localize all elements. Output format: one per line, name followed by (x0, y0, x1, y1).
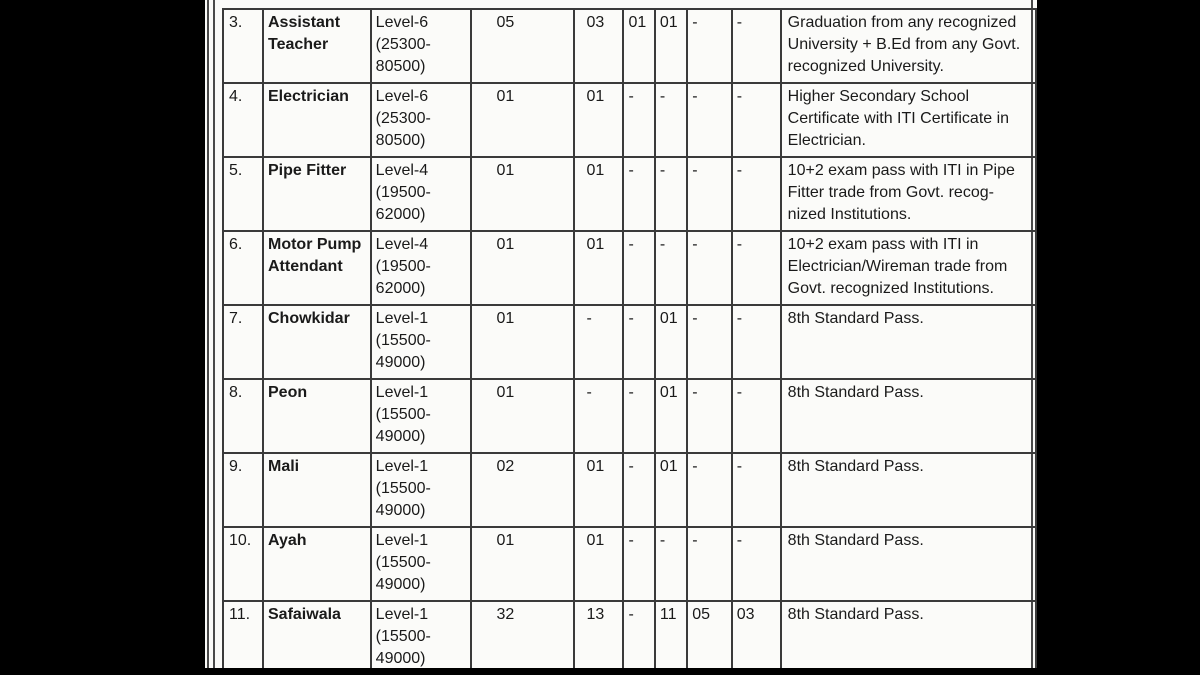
cell-c9: - (736, 14, 743, 31)
post-name (263, 527, 371, 601)
post-name (263, 601, 371, 668)
cell-post: Motor Pump Attendant (268, 236, 362, 275)
cell-total: 01 (496, 88, 515, 105)
cell-c6: - (628, 310, 634, 327)
cell-c8: - (692, 458, 698, 475)
table-row (223, 527, 1036, 601)
cell-c6: - (628, 88, 634, 105)
category-sc (623, 601, 654, 668)
cell-pay: (15500- (375, 628, 431, 645)
category-ews (732, 9, 781, 83)
cell-pay2: 80500) (375, 132, 426, 149)
category-st (655, 83, 687, 157)
page-inner-border (213, 0, 215, 668)
cell-pay: (15500- (375, 332, 431, 349)
cell-c6: - (628, 532, 634, 549)
cell-c7: - (659, 532, 666, 549)
category-obc (687, 527, 732, 601)
qualification (781, 157, 1036, 231)
table-row (223, 379, 1036, 453)
cell-level: Level-1 (375, 384, 429, 401)
qualification (781, 601, 1036, 668)
page-outer-border (207, 0, 209, 668)
category-st (655, 9, 687, 83)
category-st (655, 601, 687, 668)
pay-level (371, 601, 472, 668)
category-obc (687, 9, 732, 83)
cell-pay: (25300- (375, 110, 431, 127)
cell-c8: - (692, 532, 698, 549)
pay-level (371, 83, 472, 157)
cell-c8: - (692, 14, 698, 31)
total-vacancies (471, 527, 573, 601)
category-ur (574, 379, 624, 453)
cell-c6: - (628, 606, 634, 623)
cell-c9: 03 (736, 606, 755, 623)
category-ur (574, 9, 624, 83)
post-name (263, 379, 371, 453)
serial-number (223, 9, 263, 83)
category-ews (732, 305, 781, 379)
cell-c8: - (692, 88, 698, 105)
cell-sno: 7. (229, 310, 243, 327)
cell-total: 01 (496, 310, 515, 327)
scanned-page (205, 0, 1037, 668)
cell-c7: - (659, 162, 666, 179)
cell-c6: - (628, 384, 634, 401)
cell-c5: 01 (586, 532, 605, 549)
cell-level: Level-4 (375, 236, 429, 253)
cell-qualification: 8th Standard Pass. (787, 310, 924, 327)
cell-c5: 13 (586, 606, 605, 623)
cell-total: 01 (496, 384, 515, 401)
category-sc (623, 527, 654, 601)
cell-c7: 11 (659, 606, 677, 623)
cell-c7: - (659, 236, 666, 253)
table-row (223, 83, 1036, 157)
cell-sno: 11. (229, 606, 251, 623)
cell-level: Level-6 (375, 14, 429, 31)
qualification (781, 453, 1036, 527)
cell-pay2: 49000) (375, 354, 426, 371)
category-ews (732, 453, 781, 527)
cell-qualification: 8th Standard Pass. (787, 606, 924, 623)
cell-pay: (19500- (375, 258, 431, 275)
cell-c9: - (736, 162, 743, 179)
cell-total: 05 (496, 14, 515, 31)
category-ews (732, 601, 781, 668)
serial-number (223, 157, 263, 231)
category-obc (687, 83, 732, 157)
serial-number (223, 379, 263, 453)
total-vacancies (471, 83, 573, 157)
pay-level (371, 453, 472, 527)
cell-pay: (15500- (375, 480, 431, 497)
cell-pay2: 49000) (375, 576, 426, 593)
category-ews (732, 379, 781, 453)
total-vacancies (471, 9, 573, 83)
cell-qualification: 10+2 exam pass with ITI in Pipe Fitter trade from Govt. recog-nized Institutions. (787, 162, 1015, 223)
cell-post: Chowkidar (268, 310, 350, 327)
cell-sno: 5. (229, 162, 243, 179)
post-name (263, 231, 371, 305)
post-name (263, 453, 371, 527)
category-ews (732, 527, 781, 601)
category-sc (623, 157, 654, 231)
cell-c9: - (736, 458, 743, 475)
category-sc (623, 379, 654, 453)
cell-c8: - (692, 162, 698, 179)
cell-post: Safaiwala (268, 606, 341, 623)
table-row (223, 9, 1036, 83)
category-obc (687, 453, 732, 527)
cell-post: Peon (268, 384, 308, 401)
cell-post: Electrician (268, 88, 349, 105)
cell-c9: - (736, 88, 743, 105)
total-vacancies (471, 379, 573, 453)
cell-c6: - (628, 458, 634, 475)
cell-c7: 01 (659, 458, 678, 475)
category-sc (623, 231, 654, 305)
category-ur (574, 601, 624, 668)
cell-qualification: 8th Standard Pass. (787, 458, 924, 475)
cell-c7: - (659, 88, 666, 105)
cell-c8: - (692, 384, 698, 401)
category-sc (623, 305, 654, 379)
qualification (781, 305, 1036, 379)
category-ur (574, 83, 624, 157)
cell-post: Pipe Fitter (268, 162, 347, 179)
category-ews (732, 83, 781, 157)
qualification (781, 527, 1036, 601)
total-vacancies (471, 231, 573, 305)
qualification (781, 9, 1036, 83)
cell-level: Level-6 (375, 88, 429, 105)
qualification (781, 231, 1036, 305)
cell-total: 32 (496, 606, 515, 623)
cell-c7: 01 (659, 310, 678, 327)
serial-number (223, 527, 263, 601)
cell-qualification: Higher Secondary School Certificate with ITI Certificate in Electrician. (787, 88, 1010, 149)
cell-sno: 3. (229, 14, 243, 31)
cell-sno: 8. (229, 384, 243, 401)
category-sc (623, 453, 654, 527)
cell-pay2: 62000) (375, 206, 426, 223)
pay-level (371, 379, 472, 453)
cell-post: Mali (268, 458, 300, 475)
category-obc (687, 231, 732, 305)
category-sc (623, 83, 654, 157)
cell-level: Level-1 (375, 606, 429, 623)
category-ews (732, 231, 781, 305)
serial-number (223, 601, 263, 668)
cell-pay: (19500- (375, 184, 431, 201)
category-st (655, 305, 687, 379)
cell-qualification: 8th Standard Pass. (787, 532, 924, 549)
cell-c6: - (628, 236, 634, 253)
table-row (223, 157, 1036, 231)
pay-level (371, 9, 472, 83)
cell-c5: 01 (586, 88, 605, 105)
cell-level: Level-1 (375, 532, 429, 549)
cell-c8: - (692, 310, 698, 327)
total-vacancies (471, 453, 573, 527)
serial-number (223, 305, 263, 379)
cell-post: Ayah (268, 532, 307, 549)
cell-qualification: Graduation from any recognized University + B.Ed from any Govt. recognized University. (787, 14, 1021, 75)
total-vacancies (471, 157, 573, 231)
cell-c9: - (736, 310, 743, 327)
pay-level (371, 527, 472, 601)
total-vacancies (471, 305, 573, 379)
category-st (655, 453, 687, 527)
cell-c6: - (628, 162, 634, 179)
cell-c8: - (692, 236, 698, 253)
table-row (223, 231, 1036, 305)
category-st (655, 379, 687, 453)
post-name (263, 157, 371, 231)
pay-level (371, 231, 472, 305)
cell-pay2: 49000) (375, 502, 426, 519)
table-row (223, 453, 1036, 527)
cell-c9: - (736, 384, 743, 401)
cell-pay: (25300- (375, 36, 431, 53)
cell-qualification: 10+2 exam pass with ITI in Electrician/Wireman trade from Govt. recognized Institutions. (787, 236, 1008, 297)
cell-c7: 01 (659, 384, 678, 401)
cell-c5: 01 (586, 162, 605, 179)
serial-number (223, 231, 263, 305)
category-ur (574, 453, 624, 527)
cell-c6: 01 (628, 14, 647, 31)
cell-level: Level-4 (375, 162, 429, 179)
cell-sno: 4. (229, 88, 243, 105)
cell-c8: 05 (692, 606, 711, 623)
category-st (655, 527, 687, 601)
category-ews (732, 157, 781, 231)
cell-c5: - (586, 384, 592, 401)
cell-pay2: 49000) (375, 650, 426, 667)
cell-level: Level-1 (375, 458, 429, 475)
qualification (781, 379, 1036, 453)
serial-number (223, 453, 263, 527)
table-row (223, 305, 1036, 379)
cell-total: 01 (496, 532, 515, 549)
cell-c7: 01 (659, 14, 678, 31)
category-obc (687, 379, 732, 453)
cell-total: 01 (496, 162, 515, 179)
pay-level (371, 157, 472, 231)
cell-c5: 01 (586, 236, 605, 253)
serial-number (223, 83, 263, 157)
category-obc (687, 305, 732, 379)
cell-pay2: 62000) (375, 280, 426, 297)
cell-pay: (15500- (375, 406, 431, 423)
category-st (655, 231, 687, 305)
cell-sno: 9. (229, 458, 243, 475)
vacancy-table (222, 8, 1037, 668)
cell-total: 02 (496, 458, 515, 475)
category-ur (574, 527, 624, 601)
cell-qualification: 8th Standard Pass. (787, 384, 924, 401)
table-row (223, 601, 1036, 668)
category-sc (623, 9, 654, 83)
cell-pay2: 80500) (375, 58, 426, 75)
qualification (781, 83, 1036, 157)
cell-total: 01 (496, 236, 515, 253)
cell-c9: - (736, 236, 743, 253)
cell-c5: 01 (586, 458, 605, 475)
category-obc (687, 601, 732, 668)
cell-c5: - (586, 310, 592, 327)
category-obc (687, 157, 732, 231)
post-name (263, 9, 371, 83)
cell-c5: 03 (586, 14, 605, 31)
post-name (263, 83, 371, 157)
cell-c9: - (736, 532, 743, 549)
post-name (263, 305, 371, 379)
pay-level (371, 305, 472, 379)
cell-pay2: 49000) (375, 428, 426, 445)
total-vacancies (471, 601, 573, 668)
cell-post: Assistant Teacher (268, 14, 341, 53)
cell-level: Level-1 (375, 310, 429, 327)
category-ur (574, 157, 624, 231)
category-st (655, 157, 687, 231)
cell-pay: (15500- (375, 554, 431, 571)
cell-sno: 10. (229, 532, 252, 549)
cell-sno: 6. (229, 236, 243, 253)
category-ur (574, 231, 624, 305)
category-ur (574, 305, 624, 379)
